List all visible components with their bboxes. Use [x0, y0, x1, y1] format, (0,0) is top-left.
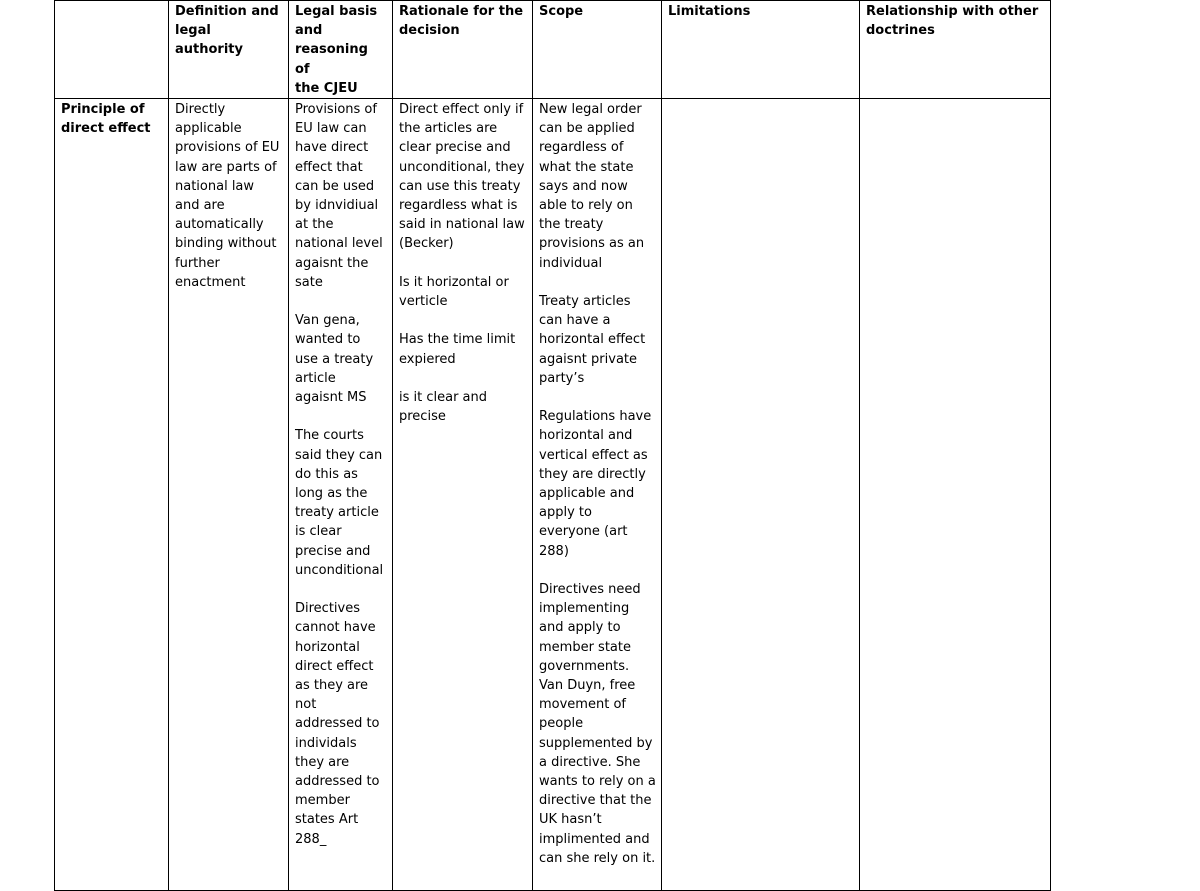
notes-table: [54, 0, 1051, 891]
relationship-cell: [860, 99, 1051, 891]
rationale-cell: [393, 99, 533, 891]
table-row: [55, 99, 1051, 891]
scope-paragraph: New legal order can be applied regardless of what the state says and now able to rely on the treaty provisions as an individual: [539, 102, 645, 271]
rationale-paragraph: Direct effect only if the articles are clear precise and unconditional, they can use this treaty regardless what is said in national law (Becker): [399, 102, 525, 252]
definition-cell: [169, 99, 289, 891]
header-limitations: Limitations: [662, 1, 860, 99]
row-label: [55, 99, 169, 891]
header-scope: Scope: [533, 1, 662, 99]
legal-basis-paragraph: The courts said they can do this as long as the treaty article is clear precise and unconditional: [295, 428, 384, 578]
rationale-paragraph: Is it horizontal or verticle: [399, 274, 509, 310]
limitations-cell: [662, 99, 860, 891]
legal-basis-paragraph: Van gena, wanted to use a treaty article agaisnt MS: [295, 313, 374, 406]
definition-paragraph: Directly applicable provisions of EU law are parts of national law and are automatically binding without further enactment: [175, 102, 280, 290]
header-row: [55, 1, 1051, 99]
rationale-paragraph: is it clear and precise: [399, 390, 488, 425]
scope-paragraph: Directives need implementing and apply to member state governments. Van Duyn, free movement of people supplemented by a directive. She wants to rely on a directive that the UK hasn’t implimented and can she rely on it.: [539, 582, 656, 866]
header-legal-basis: Legal basis and reasoning of the CJEU: [289, 1, 393, 99]
rationale-paragraph: Has the time limit expiered: [399, 332, 516, 367]
header-cell-empty: [55, 1, 169, 99]
header-definition: Definition and legal authority: [169, 1, 289, 99]
legal-basis-paragraph: Provisions of EU law can have direct effect that can be used by idnvidiual at the national level agaisnt the sate: [295, 102, 383, 290]
row-label-text: Principle of direct effect: [61, 102, 151, 137]
header-rationale: Rationale for the decision: [393, 1, 533, 99]
legal-basis-cell: [289, 99, 393, 891]
scope-paragraph: Treaty articles can have a horizontal effect agaisnt private party’s: [539, 294, 646, 386]
header-relationship: Relationship with other doctrines: [860, 1, 1051, 99]
scope-paragraph: Regulations have horizontal and vertical effect as they are directly applicable and apply to everyone (art 288): [539, 409, 652, 559]
legal-basis-paragraph: Directives cannot have horizontal direct effect as they are not addressed to individals they are addressed to member states Art 288_: [295, 601, 380, 847]
scope-cell: [533, 99, 662, 891]
